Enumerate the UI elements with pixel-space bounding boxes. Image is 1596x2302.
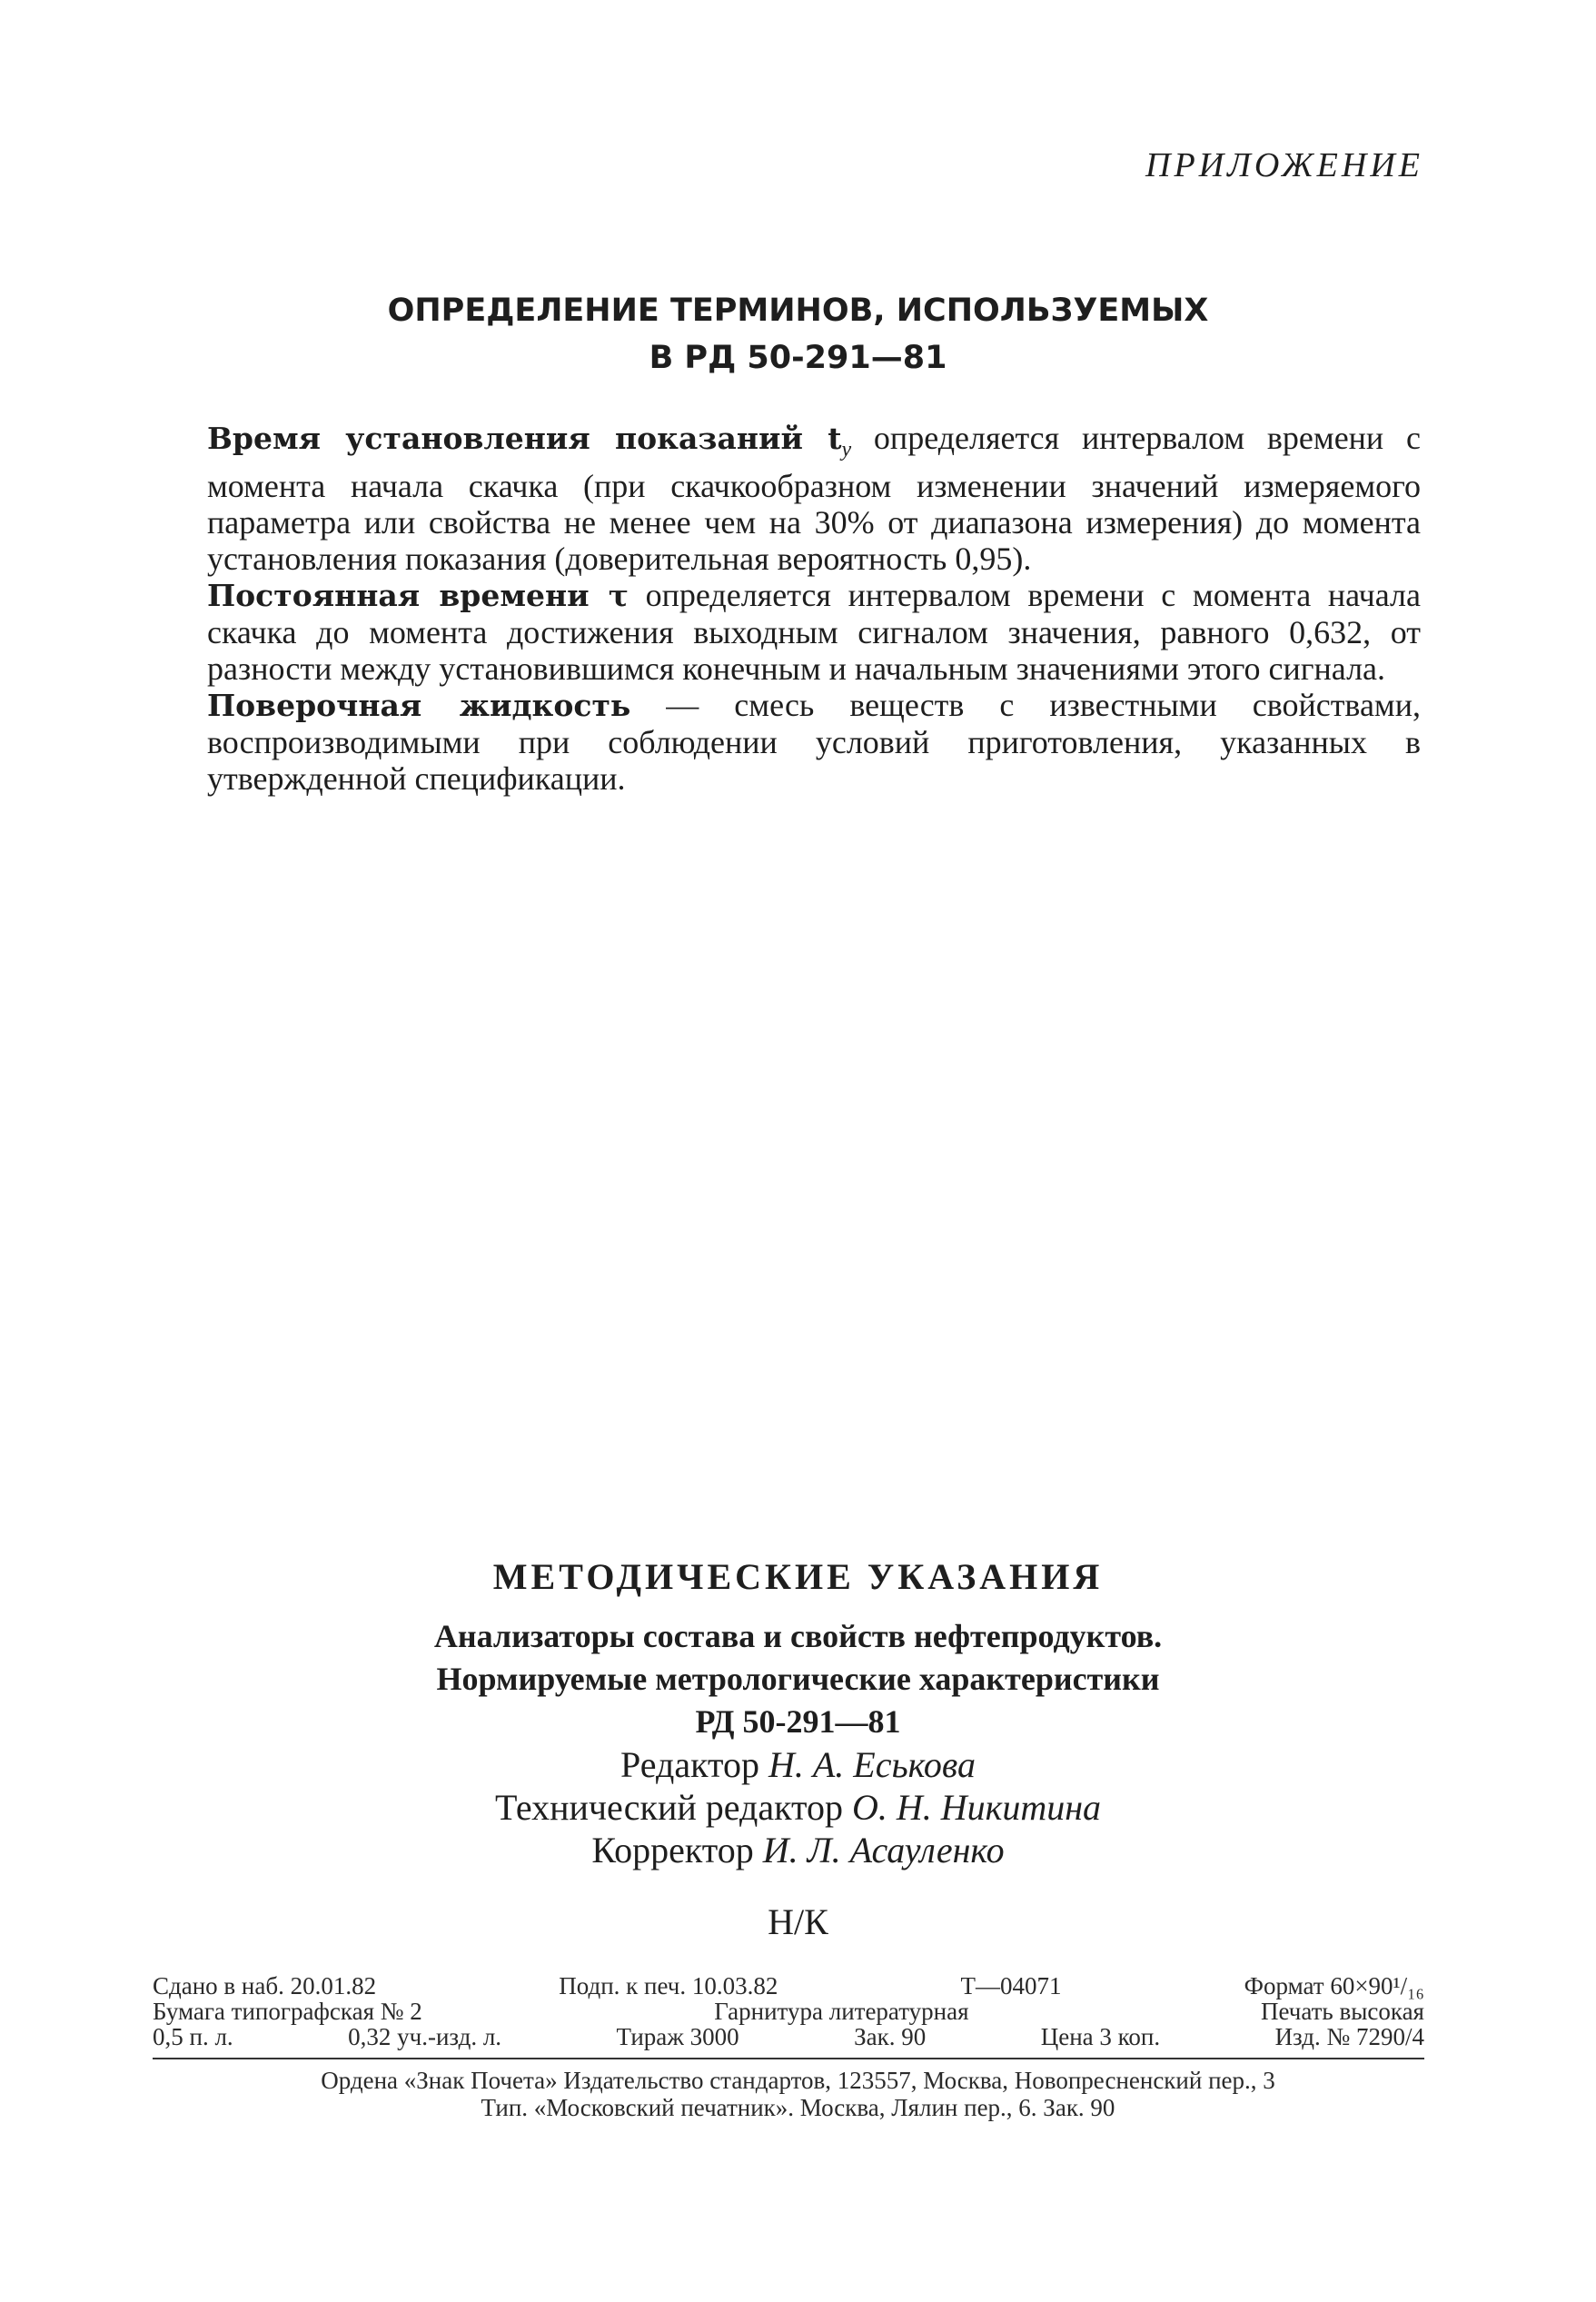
tech-editor-role: Технический редактор [494,1787,843,1828]
tech-editor-name: О. Н. Никитина [851,1787,1102,1828]
spec-cell: 0,32 уч.-изд. л. [348,2023,502,2050]
imprint-code: Н/К [768,1901,828,1942]
publisher-line-1: Ордена «Знак Почета» Издательство стандартов, 123557, Москва, Новопресненский пер., 3 [321,2067,1275,2094]
terms-section-title [0,287,1596,382]
definition-text: определяется интервалом времени с момента начала скачка (при скачкообразном изменении значений измеряемого параметра или свойства не менее чем на 30% от диапазона измерения) до момента установления показания (доверительная вероятность 0,95). [207,420,1421,578]
spec-cell: Гарнитура литературная [714,1998,969,2025]
imprint-subtitle-line-2: Нормируемые метрологические характеристики [436,1661,1160,1697]
spec-cell: Сдано в наб. 20.01.82 [153,1972,377,1999]
terms-title-line-2: В РД 50-291—81 [649,340,947,376]
corrector-line [0,1829,1596,1871]
publisher-info [0,2067,1596,2121]
spec-cell: Формат 60×90¹/₁₆ [1244,1972,1424,1999]
definition-paragraph [207,577,1421,687]
divider [153,2058,1424,2059]
definition-text: определяется интервалом времени с момента начала скачка до момента достижения выходным сигналом значения, равного 0,632, от разности между установившимся конечным и начальным значениями этого сигнала. [207,577,1421,688]
definition-term: Постоянная времени τ [207,578,629,614]
spec-cell: 0,5 п. л. [153,2023,233,2050]
definition-paragraph [207,420,1421,577]
print-specs [153,1973,1424,2049]
spec-cell: Т—04071 [960,1972,1062,1999]
publisher-line-2: Тип. «Московский печатник». Москва, Лялин пер., 6. Зак. 90 [481,2094,1115,2121]
terms-definitions [207,420,1421,797]
definition-paragraph [207,687,1421,797]
spec-row [153,1973,1424,1999]
imprint-title: МЕТОДИЧЕСКИЕ УКАЗАНИЯ [492,1556,1104,1597]
corrector-name: И. Л. Асауленко [762,1830,1005,1870]
spec-cell: Цена 3 коп. [1040,2023,1161,2050]
spec-cell: Изд. № 7290/4 [1274,2023,1424,2050]
spec-row [153,2024,1424,2049]
spec-cell: Зак. 90 [854,2023,927,2050]
editor-role: Редактор [620,1744,759,1785]
editor-line [0,1743,1596,1786]
spec-cell: Подп. к печ. 10.03.82 [559,1972,778,1999]
definition-subscript: у [841,438,852,462]
spec-row [153,1999,1424,2024]
editor-name: Н. А. Еськова [768,1744,976,1785]
tech-editor-line [0,1786,1596,1829]
appendix-label: ПРИЛОЖЕНИЕ [1145,146,1423,184]
spec-cell: Бумага типографская № 2 [153,1998,422,2025]
definition-text: — смесь веществ с известными свойствами, воспроизводимыми при соблюдении условий приготовления, указанных в утвержденной спецификации. [207,687,1421,798]
definition-term: Поверочная жидкость [207,688,631,724]
imprint-doc-number: РД 50-291—81 [695,1703,901,1740]
corrector-role: Корректор [591,1830,754,1870]
imprint-block [0,1615,1596,1871]
spec-cell: Тираж 3000 [616,2023,739,2050]
imprint-subtitle-line-1: Анализаторы состава и свойств нефтепродуктов. [433,1618,1163,1654]
definition-term: Время установления показаний t [207,421,842,456]
terms-title-line-1: ОПРЕДЕЛЕНИЕ ТЕРМИНОВ, ИСПОЛЬЗУЕМЫХ [387,293,1209,329]
spec-cell: Печать высокая [1260,1998,1424,2025]
